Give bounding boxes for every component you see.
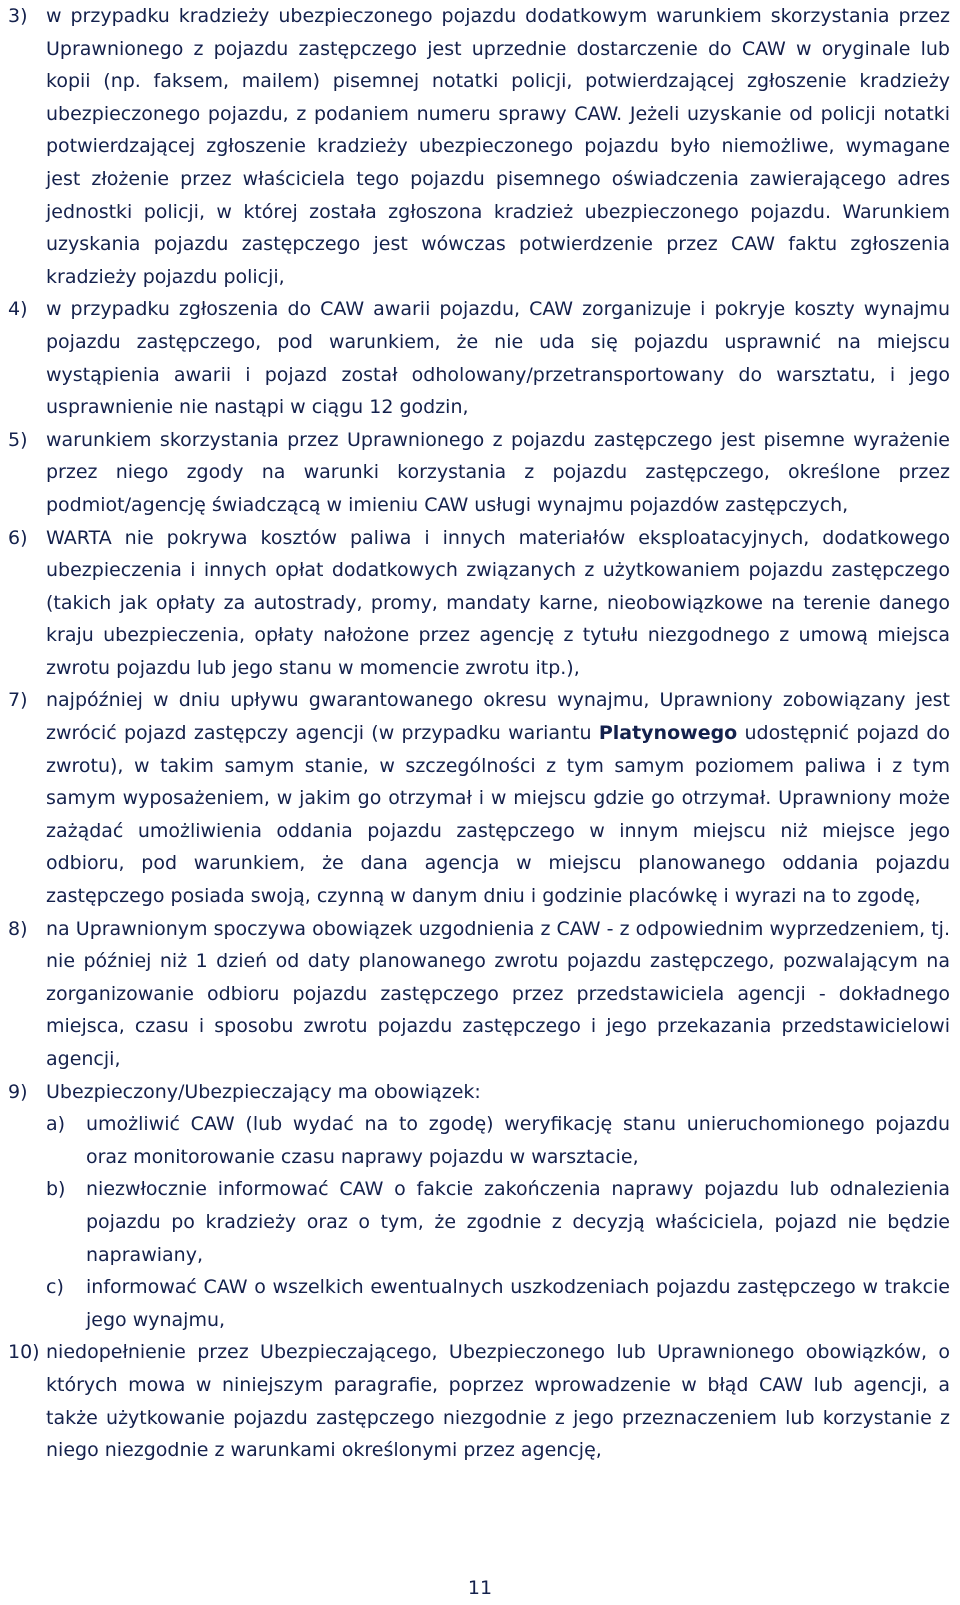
sub-item-a bbox=[46, 1108, 950, 1173]
variant-name: Platynowego bbox=[598, 722, 738, 745]
list-item-7 bbox=[8, 684, 950, 912]
item-number: 7) bbox=[8, 689, 28, 712]
document-body bbox=[8, 0, 950, 1467]
item-text-before: najpóźniej w dniu upływu gwarantowanego okresu wynajmu, Uprawniony zobowiązany jest zwrócić pojazd zastępczy agencji (w przypadku wariantu bbox=[46, 689, 950, 745]
item-number: 8) bbox=[8, 917, 28, 940]
item-number: 10) bbox=[8, 1341, 40, 1364]
item-text-after: udostępnić pojazd do zwrotu), w takim samym stanie, w szczególności z tym samym poziomem paliwa i z tym samym wyposażeniem, w jakim go otrzymał i w miejscu gdzie go otrzymał. Uprawniony może zażądać umożliwienia oddania pojazdu zastępczego w innym miejscu niż miejsce jego odbioru, pod warunkiem, że dana agencja w miejscu planowanego oddania pojazdu zastępczego posiada swoją, czynną w danym dniu i godzinie placówkę i wyrazi na to zgodę, bbox=[46, 722, 950, 908]
list-item-8 bbox=[8, 913, 950, 1076]
list-item-4 bbox=[8, 293, 950, 423]
sub-item-b bbox=[46, 1173, 950, 1271]
sub-item-text: umożliwić CAW (lub wydać na to zgodę) weryfikację stanu unieruchomionego pojazdu oraz monitorowanie czasu naprawy pojazdu w warsztacie, bbox=[86, 1113, 950, 1168]
item-number: 4) bbox=[8, 298, 28, 321]
sub-item-letter: b) bbox=[46, 1178, 66, 1201]
sub-item-letter: a) bbox=[46, 1113, 66, 1136]
sub-item-letter: c) bbox=[46, 1276, 64, 1299]
item-number: 6) bbox=[8, 526, 28, 549]
item-text: w przypadku kradzieży ubezpieczonego pojazdu dodatkowym warunkiem skorzystania przez Uprawnionego z pojazdu zastępczego jest uprzednie dostarczenie do CAW w oryginale lub kopii (np. faksem, mailem) pisemnej notatki policji, potwierdzającej zgłoszenie kradzieży ubezpieczonego pojazdu, z podaniem numeru sprawy CAW. Jeżeli uzyskanie od policji notatki potwierdzającej zgłoszenie kradzieży ubezpieczonego pojazdu było niemożliwe, wymagane jest złożenie przez właściciela tego pojazdu pisemnego oświadczenia zawierającego adres jednostki policji, w której została zgłoszona kradzież ubezpieczonego pojazdu. Warunkiem uzyskania pojazdu zastępczego jest wówczas potwierdzenie przez CAW faktu zgłoszenia kradzieży pojazdu policji, bbox=[46, 5, 950, 288]
item-number: 5) bbox=[8, 428, 28, 451]
page-number: 11 bbox=[467, 1577, 493, 1599]
sub-item-text: niezwłocznie informować CAW o fakcie zakończenia naprawy pojazdu lub odnalezienia pojazdu po kradzieży oraz o tym, że zgodnie z decyzją właściciela, pojazd nie będzie naprawiany, bbox=[86, 1178, 950, 1266]
sub-item-text: informować CAW o wszelkich ewentualnych uszkodzeniach pojazdu zastępczego w trakcie jego wynajmu, bbox=[86, 1276, 950, 1331]
list-item-9 bbox=[8, 1076, 950, 1337]
item-number: 3) bbox=[8, 5, 28, 27]
item-text: na Uprawnionym spoczywa obowiązek uzgodnienia z CAW - z odpowiednim wyprzedzeniem, tj. nie później niż 1 dzień od daty planowanego zwrotu pojazdu zastępczego, pozwalającym na zorganizowanie odbioru pojazdu zastępczego przez przedstawiciela agencji - dokładnego miejsca, czasu i sposobu zwrotu pojazdu zastępczego i jego przekazania przedstawicielowi agencji, bbox=[46, 917, 950, 1070]
item-number: 9) bbox=[8, 1080, 28, 1103]
list-item-3 bbox=[8, 0, 950, 293]
list-item-6 bbox=[8, 522, 950, 685]
item-text: niedopełnienie przez Ubezpieczającego, Ubezpieczonego lub Uprawnionego obowiązków, o których mowa w niniejszym paragrafie, poprzez wprowadzenie w błąd CAW lub agencji, a także użytkowanie pojazdu zastępczego niezgodnie z jego przeznaczeniem lub korzystanie z niego niezgodnie z warunkami określonymi przez agencję, bbox=[46, 1341, 950, 1462]
sub-item-c bbox=[46, 1271, 950, 1336]
item-text: w przypadku zgłoszenia do CAW awarii pojazdu, CAW zorganizuje i pokryje koszty wynajmu pojazdu zastępczego, pod warunkiem, że nie uda się pojazdu usprawnić na miejscu wystąpienia awarii i pojazd został odholowany/przetransportowany do warsztatu, i jego usprawnienie nie nastąpi w ciągu 12 godzin, bbox=[46, 298, 950, 419]
item-text: WARTA nie pokrywa kosztów paliwa i innych materiałów eksploatacyjnych, dodatkowego ubezpieczenia i innych opłat dodatkowych związanych z użytkowaniem pojazdu zastępczego (takich jak opłaty za autostrady, promy, mandaty karne, nieobowiązkowe na terenie danego kraju ubezpieczenia, opłaty nałożone przez agencję z tytułu niezgodnego z umową miejsca zwrotu pojazdu lub jego stanu w momencie zwrotu itp.), bbox=[46, 526, 950, 679]
item-text: warunkiem skorzystania przez Uprawnionego z pojazdu zastępczego jest pisemne wyrażenie przez niego zgody na warunki korzystania z pojazdu zastępczego, określone przez podmiot/agencję świadczącą w imieniu CAW usługi wynajmu pojazdów zastępczych, bbox=[46, 428, 950, 516]
item-text: Ubezpieczony/Ubezpieczający ma obowiązek: bbox=[46, 1080, 481, 1103]
list-item-5 bbox=[8, 424, 950, 522]
list-item-10 bbox=[8, 1336, 950, 1466]
